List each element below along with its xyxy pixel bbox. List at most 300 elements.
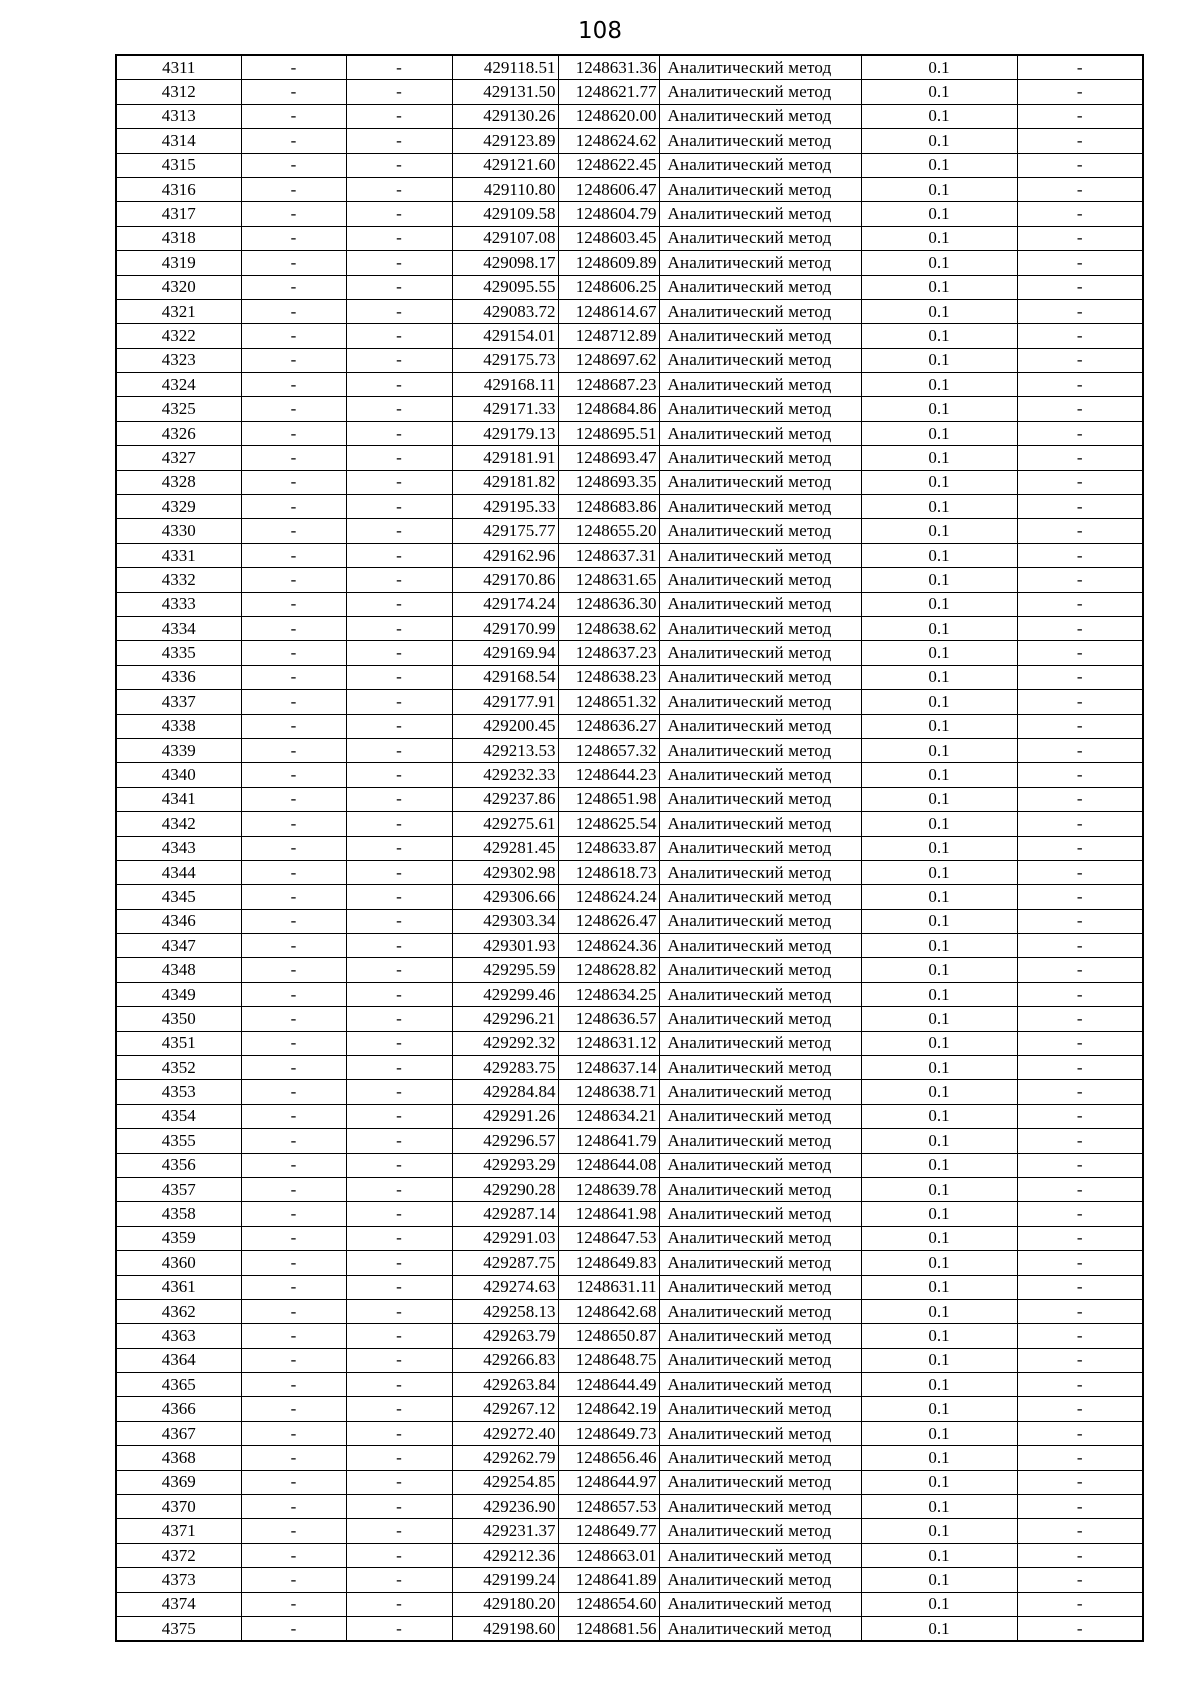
note-cell: -	[1017, 495, 1143, 519]
y-coordinate-cell: 1248644.23	[558, 763, 659, 787]
x-coordinate-cell: 429175.77	[452, 519, 558, 543]
x-coordinate-cell: 429131.50	[452, 80, 558, 104]
table-row	[116, 519, 1143, 543]
y-coordinate-cell: 1248654.60	[558, 1592, 659, 1616]
accuracy-cell: 0.1	[861, 1495, 1017, 1519]
x-coordinate-cell: 429098.17	[452, 251, 558, 275]
empty-cell: -	[346, 104, 452, 128]
y-coordinate-cell: 1248657.53	[558, 1495, 659, 1519]
point-number-cell: 4357	[116, 1177, 241, 1201]
point-number-cell: 4339	[116, 738, 241, 762]
accuracy-cell: 0.1	[861, 1617, 1017, 1642]
note-cell: -	[1017, 1007, 1143, 1031]
x-coordinate-cell: 429154.01	[452, 324, 558, 348]
table-row	[116, 1397, 1143, 1421]
y-coordinate-cell: 1248649.73	[558, 1421, 659, 1445]
method-cell: Аналитический метод	[659, 226, 861, 250]
x-coordinate-cell: 429171.33	[452, 397, 558, 421]
empty-cell: -	[241, 80, 346, 104]
accuracy-cell: 0.1	[861, 495, 1017, 519]
empty-cell: -	[241, 1275, 346, 1299]
method-cell: Аналитический метод	[659, 1543, 861, 1567]
method-cell: Аналитический метод	[659, 1397, 861, 1421]
accuracy-cell: 0.1	[861, 860, 1017, 884]
note-cell: -	[1017, 1348, 1143, 1372]
note-cell: -	[1017, 1202, 1143, 1226]
method-cell: Аналитический метод	[659, 934, 861, 958]
empty-cell: -	[241, 763, 346, 787]
accuracy-cell: 0.1	[861, 592, 1017, 616]
empty-cell: -	[241, 55, 346, 80]
y-coordinate-cell: 1248641.89	[558, 1568, 659, 1592]
note-cell: -	[1017, 1080, 1143, 1104]
note-cell: -	[1017, 885, 1143, 909]
method-cell: Аналитический метод	[659, 446, 861, 470]
table-row	[116, 1153, 1143, 1177]
table-row	[116, 1568, 1143, 1592]
note-cell: -	[1017, 860, 1143, 884]
point-number-cell: 4349	[116, 982, 241, 1006]
x-coordinate-cell: 429109.58	[452, 202, 558, 226]
point-number-cell: 4366	[116, 1397, 241, 1421]
empty-cell: -	[241, 958, 346, 982]
x-coordinate-cell: 429287.14	[452, 1202, 558, 1226]
x-coordinate-cell: 429083.72	[452, 299, 558, 323]
point-number-cell: 4355	[116, 1129, 241, 1153]
table-row	[116, 1446, 1143, 1470]
note-cell: -	[1017, 568, 1143, 592]
table-row	[116, 1373, 1143, 1397]
empty-cell: -	[346, 1226, 452, 1250]
x-coordinate-cell: 429263.84	[452, 1373, 558, 1397]
y-coordinate-cell: 1248604.79	[558, 202, 659, 226]
point-number-cell: 4334	[116, 616, 241, 640]
table-row	[116, 324, 1143, 348]
point-number-cell: 4337	[116, 690, 241, 714]
table-row	[116, 958, 1143, 982]
empty-cell: -	[346, 80, 452, 104]
accuracy-cell: 0.1	[861, 1104, 1017, 1128]
empty-cell: -	[241, 153, 346, 177]
y-coordinate-cell: 1248636.57	[558, 1007, 659, 1031]
method-cell: Аналитический метод	[659, 470, 861, 494]
table-row	[116, 1299, 1143, 1323]
note-cell: -	[1017, 373, 1143, 397]
empty-cell: -	[241, 1299, 346, 1323]
x-coordinate-cell: 429287.75	[452, 1251, 558, 1275]
empty-cell: -	[346, 446, 452, 470]
empty-cell: -	[346, 568, 452, 592]
point-number-cell: 4323	[116, 348, 241, 372]
table-row	[116, 446, 1143, 470]
x-coordinate-cell: 429110.80	[452, 177, 558, 201]
point-number-cell: 4317	[116, 202, 241, 226]
method-cell: Аналитический метод	[659, 714, 861, 738]
point-number-cell: 4374	[116, 1592, 241, 1616]
x-coordinate-cell: 429274.63	[452, 1275, 558, 1299]
empty-cell: -	[346, 1153, 452, 1177]
accuracy-cell: 0.1	[861, 1592, 1017, 1616]
note-cell: -	[1017, 1153, 1143, 1177]
accuracy-cell: 0.1	[861, 885, 1017, 909]
y-coordinate-cell: 1248650.87	[558, 1324, 659, 1348]
x-coordinate-cell: 429130.26	[452, 104, 558, 128]
note-cell: -	[1017, 738, 1143, 762]
note-cell: -	[1017, 1251, 1143, 1275]
accuracy-cell: 0.1	[861, 129, 1017, 153]
point-number-cell: 4363	[116, 1324, 241, 1348]
x-coordinate-cell: 429306.66	[452, 885, 558, 909]
empty-cell: -	[241, 1177, 346, 1201]
accuracy-cell: 0.1	[861, 299, 1017, 323]
empty-cell: -	[241, 299, 346, 323]
table-row	[116, 1348, 1143, 1372]
coordinates-table	[115, 54, 1144, 1642]
empty-cell: -	[241, 1080, 346, 1104]
accuracy-cell: 0.1	[861, 738, 1017, 762]
empty-cell: -	[346, 982, 452, 1006]
x-coordinate-cell: 429169.94	[452, 641, 558, 665]
accuracy-cell: 0.1	[861, 1348, 1017, 1372]
method-cell: Аналитический метод	[659, 1056, 861, 1080]
empty-cell: -	[241, 104, 346, 128]
table-row	[116, 55, 1143, 80]
y-coordinate-cell: 1248620.00	[558, 104, 659, 128]
y-coordinate-cell: 1248625.54	[558, 812, 659, 836]
x-coordinate-cell: 429237.86	[452, 787, 558, 811]
y-coordinate-cell: 1248636.30	[558, 592, 659, 616]
table-row	[116, 1226, 1143, 1250]
method-cell: Аналитический метод	[659, 1470, 861, 1494]
method-cell: Аналитический метод	[659, 763, 861, 787]
point-number-cell: 4313	[116, 104, 241, 128]
point-number-cell: 4371	[116, 1519, 241, 1543]
y-coordinate-cell: 1248663.01	[558, 1543, 659, 1567]
point-number-cell: 4318	[116, 226, 241, 250]
method-cell: Аналитический метод	[659, 958, 861, 982]
y-coordinate-cell: 1248637.14	[558, 1056, 659, 1080]
note-cell: -	[1017, 1592, 1143, 1616]
method-cell: Аналитический метод	[659, 153, 861, 177]
point-number-cell: 4353	[116, 1080, 241, 1104]
method-cell: Аналитический метод	[659, 177, 861, 201]
method-cell: Аналитический метод	[659, 812, 861, 836]
method-cell: Аналитический метод	[659, 1299, 861, 1323]
method-cell: Аналитический метод	[659, 1226, 861, 1250]
accuracy-cell: 0.1	[861, 1129, 1017, 1153]
point-number-cell: 4312	[116, 80, 241, 104]
empty-cell: -	[241, 812, 346, 836]
x-coordinate-cell: 429174.24	[452, 592, 558, 616]
note-cell: -	[1017, 104, 1143, 128]
y-coordinate-cell: 1248628.82	[558, 958, 659, 982]
x-coordinate-cell: 429266.83	[452, 1348, 558, 1372]
empty-cell: -	[346, 1543, 452, 1567]
x-coordinate-cell: 429272.40	[452, 1421, 558, 1445]
note-cell: -	[1017, 421, 1143, 445]
table-row	[116, 934, 1143, 958]
x-coordinate-cell: 429175.73	[452, 348, 558, 372]
empty-cell: -	[346, 1007, 452, 1031]
point-number-cell: 4373	[116, 1568, 241, 1592]
accuracy-cell: 0.1	[861, 909, 1017, 933]
y-coordinate-cell: 1248606.25	[558, 275, 659, 299]
note-cell: -	[1017, 80, 1143, 104]
x-coordinate-cell: 429283.75	[452, 1056, 558, 1080]
method-cell: Аналитический метод	[659, 909, 861, 933]
y-coordinate-cell: 1248693.47	[558, 446, 659, 470]
method-cell: Аналитический метод	[659, 982, 861, 1006]
table-row	[116, 421, 1143, 445]
y-coordinate-cell: 1248636.27	[558, 714, 659, 738]
empty-cell: -	[241, 1153, 346, 1177]
method-cell: Аналитический метод	[659, 1519, 861, 1543]
method-cell: Аналитический метод	[659, 519, 861, 543]
empty-cell: -	[241, 1251, 346, 1275]
empty-cell: -	[346, 275, 452, 299]
accuracy-cell: 0.1	[861, 470, 1017, 494]
note-cell: -	[1017, 1421, 1143, 1445]
note-cell: -	[1017, 1373, 1143, 1397]
y-coordinate-cell: 1248634.21	[558, 1104, 659, 1128]
accuracy-cell: 0.1	[861, 836, 1017, 860]
accuracy-cell: 0.1	[861, 251, 1017, 275]
empty-cell: -	[241, 836, 346, 860]
note-cell: -	[1017, 763, 1143, 787]
accuracy-cell: 0.1	[861, 1056, 1017, 1080]
empty-cell: -	[241, 1617, 346, 1642]
empty-cell: -	[241, 641, 346, 665]
method-cell: Аналитический метод	[659, 397, 861, 421]
empty-cell: -	[241, 1568, 346, 1592]
method-cell: Аналитический метод	[659, 1348, 861, 1372]
accuracy-cell: 0.1	[861, 1202, 1017, 1226]
method-cell: Аналитический метод	[659, 202, 861, 226]
empty-cell: -	[241, 738, 346, 762]
empty-cell: -	[241, 1397, 346, 1421]
empty-cell: -	[241, 226, 346, 250]
table-row	[116, 885, 1143, 909]
note-cell: -	[1017, 251, 1143, 275]
note-cell: -	[1017, 1543, 1143, 1567]
empty-cell: -	[346, 421, 452, 445]
accuracy-cell: 0.1	[861, 1519, 1017, 1543]
point-number-cell: 4325	[116, 397, 241, 421]
y-coordinate-cell: 1248712.89	[558, 324, 659, 348]
table-row	[116, 1470, 1143, 1494]
table-row	[116, 251, 1143, 275]
note-cell: -	[1017, 1324, 1143, 1348]
empty-cell: -	[346, 251, 452, 275]
y-coordinate-cell: 1248631.11	[558, 1275, 659, 1299]
y-coordinate-cell: 1248641.79	[558, 1129, 659, 1153]
note-cell: -	[1017, 690, 1143, 714]
method-cell: Аналитический метод	[659, 787, 861, 811]
y-coordinate-cell: 1248687.23	[558, 373, 659, 397]
point-number-cell: 4335	[116, 641, 241, 665]
empty-cell: -	[241, 1031, 346, 1055]
point-number-cell: 4342	[116, 812, 241, 836]
empty-cell: -	[241, 714, 346, 738]
table-row	[116, 299, 1143, 323]
accuracy-cell: 0.1	[861, 324, 1017, 348]
y-coordinate-cell: 1248655.20	[558, 519, 659, 543]
point-number-cell: 4347	[116, 934, 241, 958]
method-cell: Аналитический метод	[659, 885, 861, 909]
point-number-cell: 4352	[116, 1056, 241, 1080]
note-cell: -	[1017, 836, 1143, 860]
y-coordinate-cell: 1248644.49	[558, 1373, 659, 1397]
accuracy-cell: 0.1	[861, 1543, 1017, 1567]
note-cell: -	[1017, 958, 1143, 982]
empty-cell: -	[241, 129, 346, 153]
table-row	[116, 104, 1143, 128]
note-cell: -	[1017, 1495, 1143, 1519]
empty-cell: -	[241, 202, 346, 226]
empty-cell: -	[346, 177, 452, 201]
empty-cell: -	[241, 1226, 346, 1250]
empty-cell: -	[346, 787, 452, 811]
table-row	[116, 1617, 1143, 1642]
y-coordinate-cell: 1248683.86	[558, 495, 659, 519]
table-row	[116, 129, 1143, 153]
table-row	[116, 202, 1143, 226]
empty-cell: -	[241, 934, 346, 958]
empty-cell: -	[241, 251, 346, 275]
x-coordinate-cell: 429170.86	[452, 568, 558, 592]
note-cell: -	[1017, 1299, 1143, 1323]
accuracy-cell: 0.1	[861, 763, 1017, 787]
x-coordinate-cell: 429118.51	[452, 55, 558, 80]
note-cell: -	[1017, 1519, 1143, 1543]
point-number-cell: 4345	[116, 885, 241, 909]
point-number-cell: 4351	[116, 1031, 241, 1055]
table-row	[116, 738, 1143, 762]
empty-cell: -	[346, 299, 452, 323]
point-number-cell: 4368	[116, 1446, 241, 1470]
method-cell: Аналитический метод	[659, 543, 861, 567]
method-cell: Аналитический метод	[659, 1251, 861, 1275]
y-coordinate-cell: 1248624.36	[558, 934, 659, 958]
empty-cell: -	[346, 1495, 452, 1519]
accuracy-cell: 0.1	[861, 1446, 1017, 1470]
empty-cell: -	[241, 446, 346, 470]
y-coordinate-cell: 1248626.47	[558, 909, 659, 933]
method-cell: Аналитический метод	[659, 1324, 861, 1348]
table-row	[116, 1592, 1143, 1616]
table-row	[116, 665, 1143, 689]
empty-cell: -	[241, 543, 346, 567]
table-row	[116, 592, 1143, 616]
x-coordinate-cell: 429195.33	[452, 495, 558, 519]
x-coordinate-cell: 429291.03	[452, 1226, 558, 1250]
method-cell: Аналитический метод	[659, 1421, 861, 1445]
accuracy-cell: 0.1	[861, 690, 1017, 714]
method-cell: Аналитический метод	[659, 1446, 861, 1470]
point-number-cell: 4346	[116, 909, 241, 933]
point-number-cell: 4336	[116, 665, 241, 689]
table-row	[116, 1031, 1143, 1055]
point-number-cell: 4333	[116, 592, 241, 616]
table-row	[116, 543, 1143, 567]
empty-cell: -	[346, 592, 452, 616]
y-coordinate-cell: 1248631.65	[558, 568, 659, 592]
note-cell: -	[1017, 299, 1143, 323]
accuracy-cell: 0.1	[861, 1299, 1017, 1323]
accuracy-cell: 0.1	[861, 55, 1017, 80]
point-number-cell: 4321	[116, 299, 241, 323]
table-row	[116, 714, 1143, 738]
y-coordinate-cell: 1248642.68	[558, 1299, 659, 1323]
empty-cell: -	[241, 592, 346, 616]
method-cell: Аналитический метод	[659, 860, 861, 884]
note-cell: -	[1017, 934, 1143, 958]
x-coordinate-cell: 429231.37	[452, 1519, 558, 1543]
empty-cell: -	[346, 690, 452, 714]
empty-cell: -	[241, 1519, 346, 1543]
note-cell: -	[1017, 1568, 1143, 1592]
empty-cell: -	[346, 616, 452, 640]
note-cell: -	[1017, 324, 1143, 348]
note-cell: -	[1017, 177, 1143, 201]
point-number-cell: 4350	[116, 1007, 241, 1031]
x-coordinate-cell: 429123.89	[452, 129, 558, 153]
accuracy-cell: 0.1	[861, 934, 1017, 958]
point-number-cell: 4356	[116, 1153, 241, 1177]
empty-cell: -	[346, 1324, 452, 1348]
x-coordinate-cell: 429263.79	[452, 1324, 558, 1348]
point-number-cell: 4341	[116, 787, 241, 811]
x-coordinate-cell: 429199.24	[452, 1568, 558, 1592]
empty-cell: -	[346, 1348, 452, 1372]
y-coordinate-cell: 1248651.32	[558, 690, 659, 714]
table-row	[116, 470, 1143, 494]
y-coordinate-cell: 1248644.97	[558, 1470, 659, 1494]
accuracy-cell: 0.1	[861, 1153, 1017, 1177]
point-number-cell: 4322	[116, 324, 241, 348]
table-row	[116, 909, 1143, 933]
y-coordinate-cell: 1248614.67	[558, 299, 659, 323]
table-row	[116, 787, 1143, 811]
x-coordinate-cell: 429181.82	[452, 470, 558, 494]
accuracy-cell: 0.1	[861, 1031, 1017, 1055]
x-coordinate-cell: 429095.55	[452, 275, 558, 299]
accuracy-cell: 0.1	[861, 1275, 1017, 1299]
accuracy-cell: 0.1	[861, 714, 1017, 738]
note-cell: -	[1017, 787, 1143, 811]
y-coordinate-cell: 1248633.87	[558, 836, 659, 860]
x-coordinate-cell: 429267.12	[452, 1397, 558, 1421]
empty-cell: -	[346, 665, 452, 689]
method-cell: Аналитический метод	[659, 299, 861, 323]
empty-cell: -	[346, 812, 452, 836]
table-row	[116, 1129, 1143, 1153]
x-coordinate-cell: 429296.57	[452, 1129, 558, 1153]
empty-cell: -	[346, 55, 452, 80]
empty-cell: -	[241, 1421, 346, 1445]
x-coordinate-cell: 429254.85	[452, 1470, 558, 1494]
empty-cell: -	[241, 885, 346, 909]
table-row	[116, 348, 1143, 372]
method-cell: Аналитический метод	[659, 568, 861, 592]
table-row	[116, 568, 1143, 592]
point-number-cell: 4360	[116, 1251, 241, 1275]
note-cell: -	[1017, 519, 1143, 543]
empty-cell: -	[346, 1080, 452, 1104]
empty-cell: -	[241, 373, 346, 397]
point-number-cell: 4332	[116, 568, 241, 592]
accuracy-cell: 0.1	[861, 1324, 1017, 1348]
